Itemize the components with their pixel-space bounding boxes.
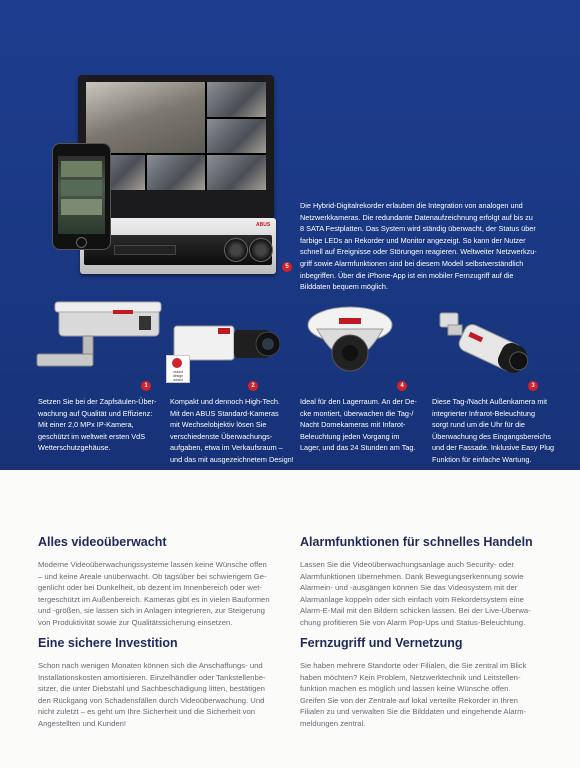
paragraph-videoueberwacht: Moderne Videoüberwachungssysteme lassen keine Wünsche offen – und keine Areale unüberwacht. Ob tagsüber bei schwierigem Ge- genlicht oder bei Dunkelheit, ob dezent im Innenbereich oder wet- tergeschützt im Außenbereich. Kameras gibt es in vielen Bauformen und -größen, sie lassen sich in Anlagen integrieren, zur Steigerung von Produktivität sowie zur Qualitätssicherung einsetzen. bbox=[38, 560, 270, 627]
camera-4-caption: Diese Tag-/Nacht Außenkamera mit integrierter Infrarot-Beleuchtung sorgt rund um die Uhr für die Überwachung des Eingangsbereichs und der Fassade. Inklusive Easy Plug Funktion für einfache Wartung. bbox=[432, 397, 555, 464]
heading-fernzugriff: Fernzugriff und Vernetzung bbox=[300, 636, 463, 650]
award-label: reddot design award bbox=[173, 370, 183, 382]
heading-investition: Eine sichere Investition bbox=[38, 636, 178, 650]
heading-videoueberwacht: Alles videoüberwacht bbox=[38, 535, 167, 549]
camera-2-caption: Kompakt und dennoch High-Tech. Mit den ABUS Standard-Kameras mit Wechselobjektiv lösen Sie verschiedenste Überwachungs- aufgaben, etwa im Verkaufsraum – und das mit ausgezeichnetem Design! bbox=[170, 397, 294, 464]
dome-camera-image bbox=[305, 303, 395, 383]
paragraph-investition: Schon nach wenigen Monaten können sich die Anschaffungs- und Installationskosten amortisieren. Einzelhändler oder Tankstellenbe- sitzer, die unter Diebstahl und Sachbeschädigung litten, bestätigen den Rückgang von Schadensfällen durch Videoüberwachung. Und nicht zuletzt – es geht um Ihre Sicherheit und die Sicherheit von Angestellten und Kunden! bbox=[38, 661, 266, 728]
camera-4-number-badge: 3 bbox=[528, 381, 538, 391]
recorder-brand-label: ABUS bbox=[256, 222, 271, 228]
camera-3-number-badge: 4 bbox=[397, 381, 407, 391]
camera-grid-screen bbox=[86, 82, 266, 190]
camera-1-caption: Setzen Sie bei der Zapfsäulen-Über- wachung auf Qualität und Effizienz: Mit einer 2,0 MPx IP-Kamera, geschützt im weltweit ersten VdS Wetterschutzgehäuse. bbox=[38, 397, 157, 453]
hero-caption: Die Hybrid-Digitalrekorder erlauben die Integration von analogen und Netzwerkkameras. Die redundante Datenaufzeichnung erfolgt auf bis zu 8 SATA Festplatten. Das System wird ständig überwacht, der Status über farbige LEDs an Rekorder und Monitor angezeigt. So kann der Nutzer schnell auf Ereignisse oder Störungen reagieren. Weltweiter Netzwerkzu- griff sowie Alarmfunktionen sind bei diesem Modell selbstverständlich inbegriffen. Über die iPhone-App ist ein mobiler Fernzugriff auf die Bilddaten bequem möglich. bbox=[300, 201, 537, 292]
paragraph-alarm: Lassen Sie die Videoüberwachungsanlage auch Security- oder Alarmfunktionen übernehmen. Dank Bewegungserkennung sowie Alarmein- und -ausgängen können Sie das Videosystem mit der Alarmanlage koppeln oder sich einfach vom Rekordersystem eine Alarm-E-Mail mit den Bildern schicken lassen. Bei der Live-Überwa- chung profitieren Sie von Alarm Pop-Ups und Status-Beleuchtung. bbox=[300, 560, 531, 627]
camera-2-number-badge: 2 bbox=[248, 381, 258, 391]
heading-alarm: Alarmfunktionen für schnelles Handeln bbox=[300, 535, 533, 549]
camera-3-caption: Ideal für den Lagerraum. An der De- cke montiert, überwachen die Tag-/ Nacht Domekameras mit Infarot- Beleuchtung jeden Vorgang im Lager, und das 24 Stunden am Tag. bbox=[300, 397, 417, 453]
hero-number-badge: 5 bbox=[282, 262, 292, 272]
paragraph-fernzugriff: Sie haben mehrere Standorte oder Filialen, die Sie zentral im Blick haben möchten? Kein Problem, Netzwerktechnik und Leitstellen- funktion machen es möglich und lassen keine Wünsche offen. Greifen Sie von der Zentrale auf lokal verteilte Rekorder in Ihren Filialen zu und verwalten Sie die Bilddaten und eingehende Alarm- meldungen zentral. bbox=[300, 661, 527, 728]
award-badge bbox=[166, 355, 190, 383]
housing-camera-image bbox=[35, 300, 165, 380]
bullet-camera-image bbox=[438, 311, 533, 386]
smartphone-image bbox=[52, 143, 111, 250]
camera-1-number-badge: 1 bbox=[141, 381, 151, 391]
reddot-icon bbox=[172, 358, 182, 368]
